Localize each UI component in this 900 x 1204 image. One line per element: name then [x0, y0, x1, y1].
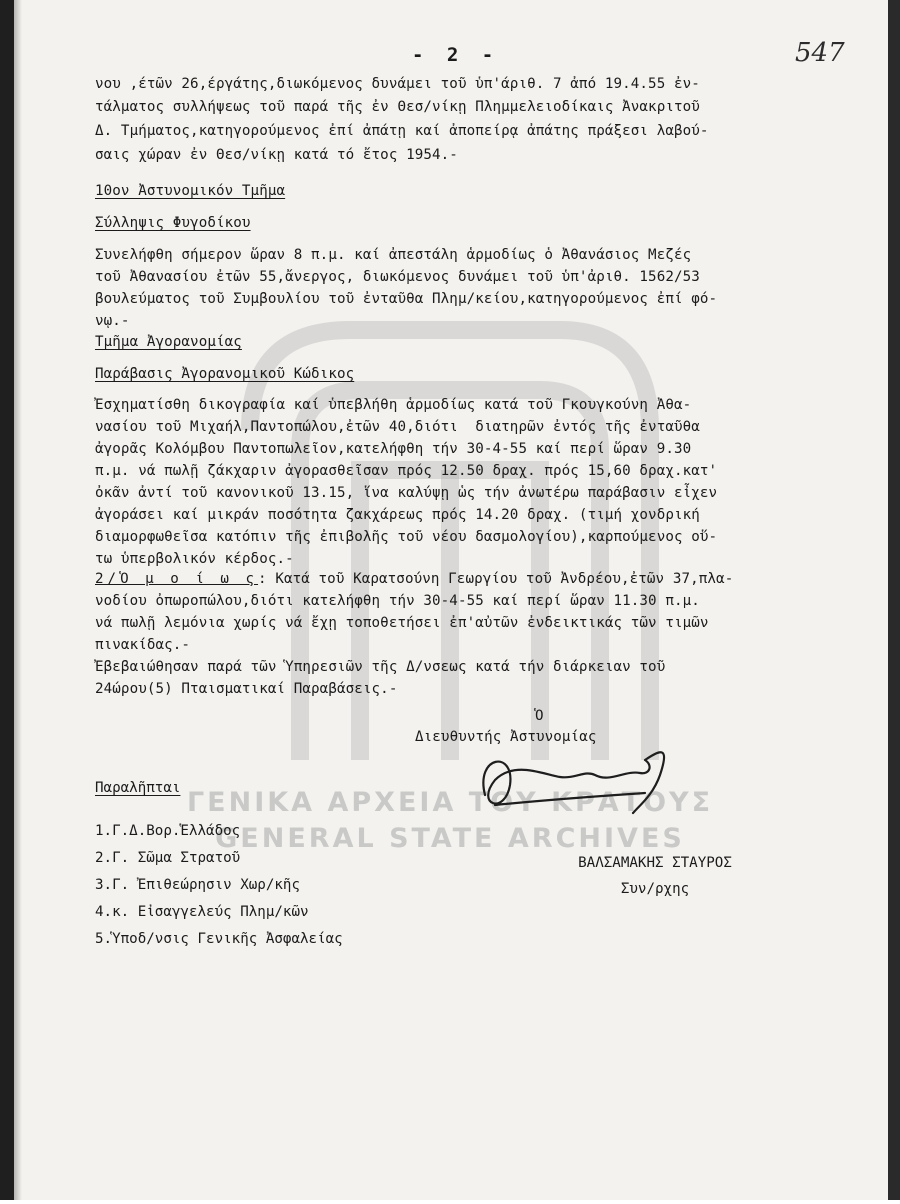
scan-edge-left — [0, 0, 14, 1200]
text-line: τω ὑπερβολικόν κέρδος.- — [95, 551, 294, 567]
text-line: νά πωλῇ λεμόνια χωρίς νά ἔχῃ τοποθετήσει ἐπ'αὐτῶν ἐνδεικτικάς τῶν τιμῶν — [95, 615, 709, 631]
text-line: σαις χώραν ἐν Θεσ/νίκῃ κατά τό ἔτος 1954.- — [95, 147, 458, 163]
text-line: νοδίου ὀπωροπώλου,διότι κατελήφθη τήν 30-4-55 καί περί ὥραν 11.30 π.μ. — [95, 593, 700, 609]
text-line: ὀκᾶν ἀντί τοῦ κανονικοῦ 13.15, ἵνα καλύψῃ ὡς τήν ἀνωτέρω παράβασιν εἶχεν — [95, 485, 718, 501]
signer-rank: Συν/ρχης — [620, 881, 690, 897]
section-subheading-arrest: Σύλληψις Φυγοδίκου — [95, 215, 251, 231]
text-line: βουλεύματος τοῦ Συμβουλίου τοῦ ἐνταῦθα Πλημ/κείου,κατηγορούμενος ἐπί φό- — [95, 291, 718, 307]
recipient-item: 5.Ὑποδ/νσις Γενικῆς Ἀσφαλείας — [95, 931, 343, 947]
text-line: τοῦ Ἀθανασίου ἐτῶν 55,ἄνεργος, διωκόμενος δυνάμει τοῦ ὑπ'ἀριθ. 1562/53 — [95, 269, 700, 285]
recipient-item: 1.Γ.Δ.Βορ.Ἑλλάδος — [95, 823, 241, 839]
text-line: π.μ. νά πωλῇ ζάκχαριν ἀγορασθεῖσαν πρός 12.50 δραχ. πρός 15,60 δραχ.κατ' — [95, 463, 718, 479]
watermark-greek: ΓΕΝΙΚΑ ΑΡΧΕΙΑ ΤΟΥ ΚΡΑΤΟΥΣ — [186, 787, 714, 818]
text-line: Δ. Τμήματος,κατηγορούμενος ἐπί ἀπάτῃ καί ἀποπείρᾳ ἀπάτης πράξεσι λαβού- — [95, 123, 709, 139]
text-line: νασίου τοῦ Μιχαήλ,Παντοπώλου,ἐτῶν 40,διότι διατηρῶν ἐντός τῆς ἐνταῦθα — [95, 419, 700, 435]
signer-block — [555, 850, 755, 902]
recipient-item: 2.Γ. Σῶμα Στρατοῦ — [95, 850, 241, 866]
text-line: πινακίδας.- — [95, 637, 191, 653]
handwritten-signature-icon — [455, 735, 675, 825]
text-line-item2 — [95, 570, 733, 588]
recipients-list — [95, 775, 343, 953]
text-line: ἀγορᾶς Κολόμβου Παντοπωλεῖον,κατελήφθη τήν 30-4-55 καί περί ὥραν 9.30 — [95, 441, 692, 457]
scan-edge-shadow — [14, 0, 22, 1200]
text-line: Ἐσχηματίσθη δικογραφία καί ὑπεβλήθη ἁρμοδίως κατά τοῦ Γκουγκούνη Ἀθα- — [95, 397, 692, 413]
archive-number: 547 — [795, 38, 845, 68]
section-heading-market: Τμῆμα Ἀγορανομίας — [95, 334, 242, 350]
text-line: νῳ.- — [95, 313, 130, 329]
signature-article: Ὁ — [535, 708, 544, 724]
item2-first-line: : Κατά τοῦ Καρατσούνη Γεωργίου τοῦ Ἀνδρέου,ἐτῶν 37,πλα- — [258, 571, 734, 587]
text-line: τάλματος συλλήψεως τοῦ παρά τῆς ἐν Θεσ/νίκῃ Πλημμελειοδίκαις Ἀνακριτοῦ — [95, 99, 700, 115]
watermark-english: GENERAL STATE ARCHIVES — [215, 823, 685, 854]
text-line: ἀγοράσει καί μικράν ποσότητα ζακχάρεως πρός 14.20 δραχ. (τιμή χονδρική — [95, 507, 700, 523]
page-number: - 2 - — [412, 44, 500, 66]
text-line: Ἐβεβαιώθησαν παρά τῶν Ὑπηρεσιῶν τῆς Δ/νσεως κατά τήν διάρκειαν τοῦ — [95, 659, 666, 675]
signer-name: ΒΑΛΣΑΜΑΚΗΣ ΣΤΑΥΡΟΣ — [578, 855, 732, 871]
recipient-item: 4.κ. Εἰσαγγελεύς Πλημ/κῶν — [95, 904, 309, 920]
recipients-heading: Παραλῆπται — [95, 780, 181, 796]
text-line: διαμορφωθεῖσα κατόπιν τῆς ἐπιβολῆς τοῦ νέου δασμολογίου),καρπούμενος οὕ- — [95, 529, 718, 545]
item2-label: 2/Ὁ μ ο ί ω ς — [95, 571, 259, 587]
signature-title: Διευθυντής Ἀστυνομίας — [415, 729, 597, 745]
recipient-item: 3.Γ. Ἐπιθεώρησιν Χωρ/κῆς — [95, 877, 300, 893]
text-line: Συνελήφθη σήμερον ὥραν 8 π.μ. καί ἀπεστάλη ἁρμοδίως ὁ Ἀθανάσιος Μεζές — [95, 247, 692, 263]
text-line: νου ,έτῶν 26,έργάτης,διωκόμενος δυνάμει τοῦ ὑπ'άριθ. 7 ἀπό 19.4.55 ἐν- — [95, 76, 700, 92]
section-subheading-violation: Παράβασις Ἀγορανομικοῦ Κώδικος — [95, 366, 355, 382]
text-line: 24ώρου(5) Πταισματικαί Παραβάσεις.- — [95, 681, 398, 697]
section-heading-police-dept: 10ον Ἀστυνομικόν Τμῆμα — [95, 183, 286, 199]
scan-edge-right — [888, 0, 900, 1200]
